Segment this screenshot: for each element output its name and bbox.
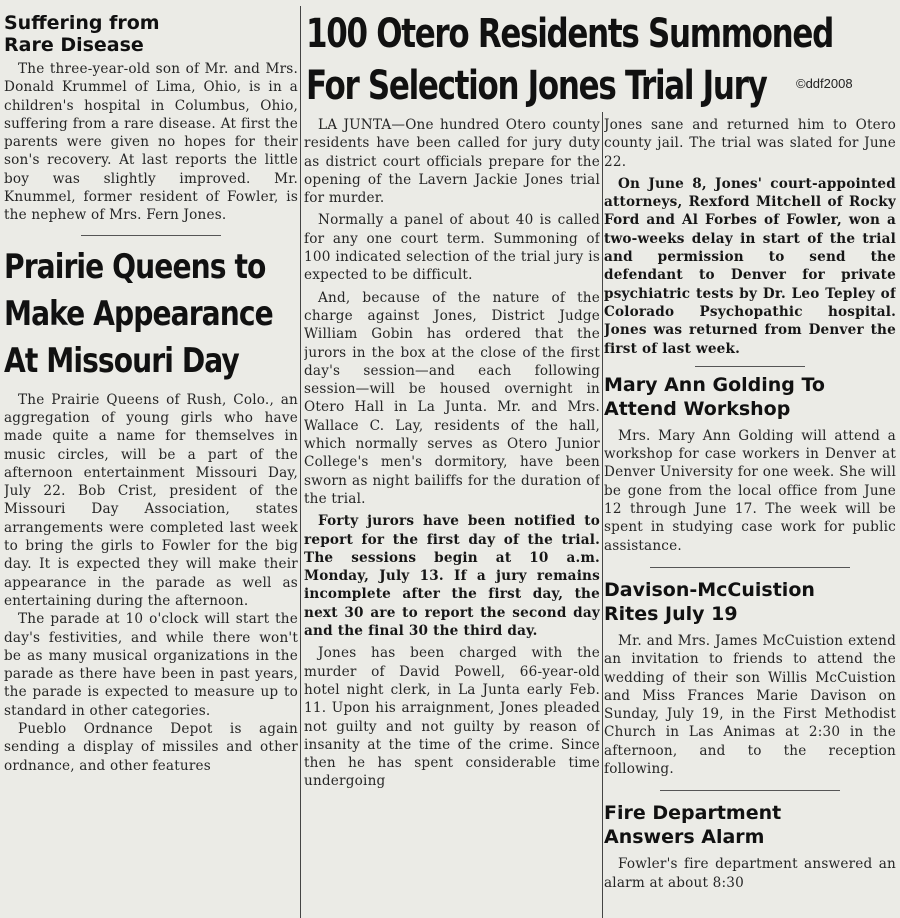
- prairie-queens-headline-line-3: At Missouri Day: [4, 340, 239, 381]
- prairie-queens-paragraph: The Prairie Queens of Rush, Colo., an aggregation of young girls who have made quite a name for themselves in music circles, will be a part of the afternoon entertainment Missouri Day, July 22. Bob Crist, president of the Missouri Day Association, states arrangements were completed last week to bring the girls to Fowler for the big day. It is expected they will make their appearance in the parade as well as entertaining during the afternoon.: [4, 391, 298, 609]
- prairie-queens-paragraph: The parade at 10 o'clock will start the day's festivities, and while there won't be as many musical organizations in the parade as there have been in past years, the parade is expected to measure up to standard in other categories.: [4, 611, 298, 719]
- left-column: [4, 0, 298, 918]
- fire-headline: Fire Department Answers Alarm: [604, 802, 782, 849]
- main-story-bold-paragraph: Forty jurors have been notified to report for the first day of the trial. The sessions begin at 10 a.m. Monday, July 13. If a jury remains incomplete after the first day, the next 30 are to report the second day and the final 30 the third day.: [304, 513, 600, 640]
- column-rule-1: [300, 6, 301, 918]
- davison-headline: Davison-McCuistion Rites July 19: [604, 578, 815, 625]
- section-divider: [695, 366, 805, 367]
- rare-disease-body: The three-year-old son of Mr. and Mrs. Donald Krummel of Lima, Ohio, is in a children's hospital in Columbus, Ohio, suffering from a rare disease. At first the parents were given no hopes for their son's recovery. At last reports the little boy was slightly improved. Mr. Knummel, former resident of Fowler, is the nephew of Mrs. Fern Jones.: [4, 61, 298, 224]
- prairie-queens-headline-line-2: Make Appearance: [4, 293, 273, 334]
- main-story-bold-paragraph: On June 8, Jones' court-appointed attorneys, Rexford Mitchell of Rocky Ford and Al Forbes of Fowler, won a two-weeks delay in start of the trial and permission to send the defendant to Denver for private psychiatric tests by Dr. Leo Tepley of Colorado Psychopathic hospital. Jones was returned from Denver the first of last week.: [604, 175, 896, 357]
- golding-headline: Mary Ann Golding To Attend Workshop: [604, 373, 825, 420]
- davison-body: Mr. and Mrs. James McCuistion extend an invitation to friends to attend the wedding of their son Willis McCuistion and Miss Frances Marie Davison on Sunday, July 19, in the First Methodist Church in Las Animas at 2:30 in the afternoon, and to the reception following.: [604, 632, 896, 778]
- prairie-queens-headline-line-1: Prairie Queens to: [4, 246, 266, 287]
- column-rule-2: [602, 112, 603, 918]
- middle-column: [304, 112, 600, 918]
- section-divider: [650, 567, 850, 568]
- main-story-paragraph: Jones has been charged with the murder of David Powell, 66-year-old hotel night clerk, in La Junta early Feb. 11. Upon his arraignment, Jones pleaded not guilty and not guilty by reason of insanity at the time of the crime. Since then he has spent considerable time undergoing: [304, 645, 600, 790]
- main-headline-line-1: 100 Otero Residents Summoned: [306, 11, 833, 57]
- prairie-queens-paragraph: Pueblo Ordnance Depot is again sending a display of missiles and other ordnance, and other features: [4, 721, 298, 774]
- golding-body: Mrs. Mary Ann Golding will attend a workshop for case workers in Denver at Denver University for one week. She will be gone from the local office from June 12 through June 17. The week will be spent in studying case work for public assistance.: [604, 427, 896, 554]
- rare-disease-headline: Suffering from Rare Disease: [4, 12, 160, 56]
- fire-body: Fowler's fire department answered an alarm at about 8:30: [604, 856, 896, 891]
- main-story-paragraph: LA JUNTA—One hundred Otero county residents have been called for jury duty as district court officials prepare for the opening of the Lavern Jackie Jones trial for murder.: [304, 117, 600, 207]
- main-headline-line-2: For Selection Jones Trial Jury: [306, 63, 767, 109]
- copyright-credit: ©ddf2008: [796, 76, 853, 91]
- main-story-paragraph: Normally a panel of about 40 is called for any one court term. Summoning of 100 indicated selection of the trial jury is expected to be difficult.: [304, 212, 600, 284]
- main-story-paragraph: And, because of the nature of the charge against Jones, District Judge William Gobin has ordered that the jurors in the box at the close of the first day's session—and each following session—will be housed overnight in Otero Hall in La Junta. Mr. and Mrs. Wallace C. Lay, residents of the hall, which normally serves as Otero Junior College's men's dormitory, have been sworn as night bailiffs for the duration of the trial.: [304, 289, 600, 507]
- prairie-queens-headline: [4, 244, 274, 385]
- right-column: [604, 112, 896, 918]
- section-divider: [660, 790, 840, 791]
- section-divider: [81, 235, 221, 236]
- main-story-continued: Jones sane and returned him to Otero county jail. The trial was slated for June 22.: [604, 117, 896, 170]
